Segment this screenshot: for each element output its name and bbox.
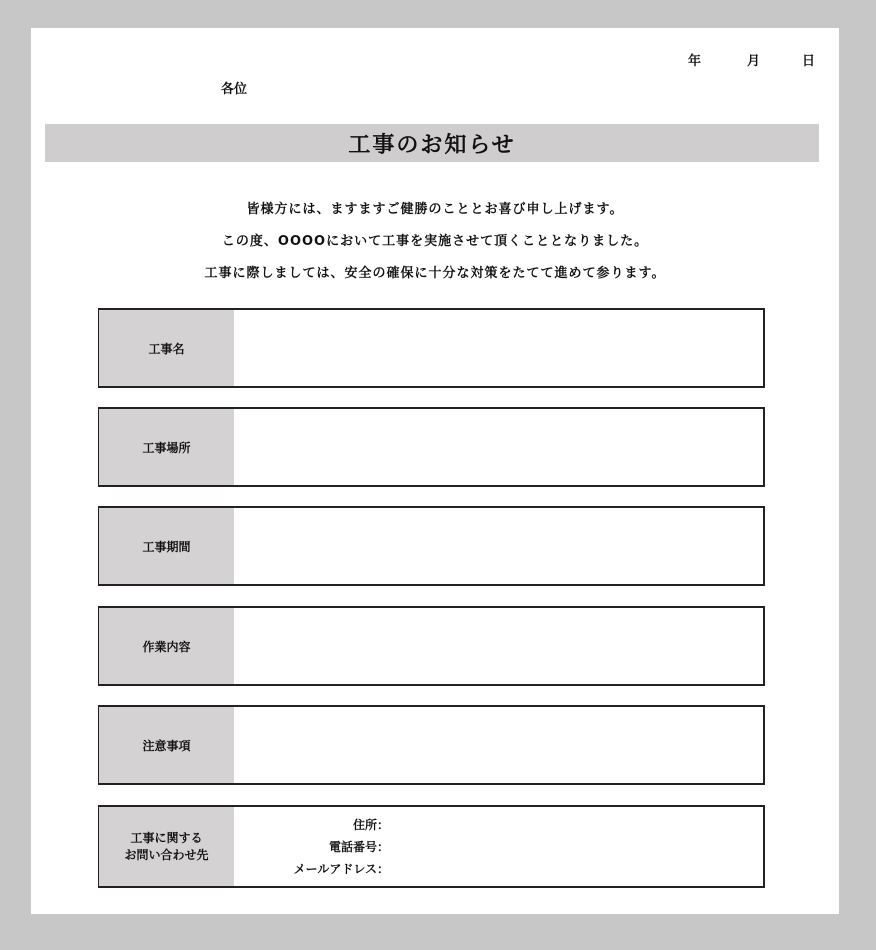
field-label: 工事期間 [99,508,234,584]
field-construction-period [98,506,765,586]
field-label: 工事場所 [99,409,234,485]
field-value[interactable] [234,409,763,485]
field-label: 注意事項 [99,707,234,783]
intro-line: 皆様方には、ますますご健勝のこととお喜び申し上げます。 [246,202,624,217]
field-value[interactable] [234,310,763,386]
intro-text [31,194,839,290]
field-construction-site [98,407,765,487]
addressee: 各位 [221,82,248,97]
email-label: メールアドレス： [293,861,389,876]
field-value[interactable] [234,508,763,584]
field-value[interactable] [234,608,763,684]
intro-line: この度、OOOOにおいて工事を実施させて頂くこととなりました。 [221,234,649,249]
contact-label-line: 工事に関する [130,830,203,845]
address-label: 住所： [352,817,389,832]
contact-box [98,805,765,888]
contact-values[interactable] [389,807,763,886]
date-line [688,50,815,69]
year-label: 年 [687,54,701,69]
day-label: 日 [801,54,815,69]
field-label: 工事名 [99,310,234,386]
page-title: 工事のお知らせ [348,132,516,158]
intro-line: 工事に際しましては、安全の確保に十分な対策をたてて進めて参ります。 [204,266,666,281]
field-notes [98,705,765,785]
field-value[interactable] [234,707,763,783]
field-label: 作業内容 [99,608,234,684]
title-bar [45,124,819,162]
contact-fields [234,807,389,886]
contact-label-line: お問い合わせ先 [124,847,209,862]
phone-label: 電話番号： [328,839,389,854]
month-label: 月 [746,54,760,69]
field-work-content [98,606,765,686]
contact-label [99,807,234,886]
document-page [31,28,839,914]
field-construction-name [98,308,765,388]
